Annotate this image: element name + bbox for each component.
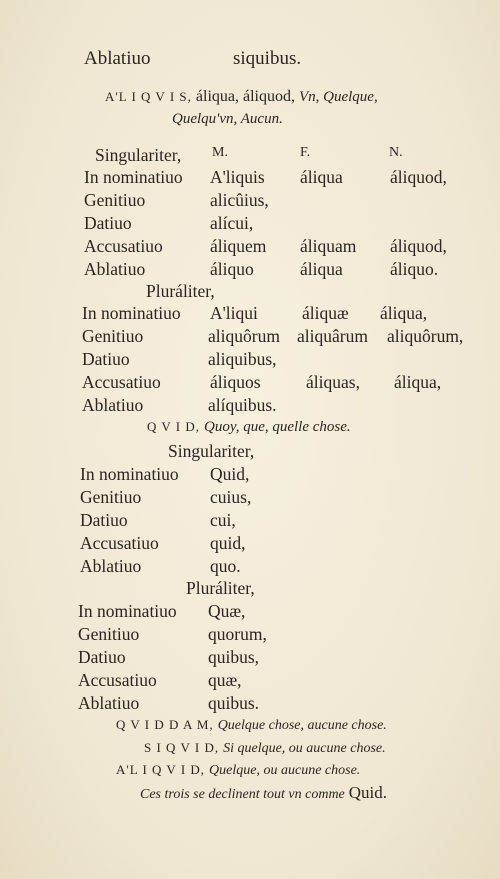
form-n: áliqua, bbox=[394, 372, 442, 392]
aliquis-title-french-2: Quelqu'vn, Aucun. bbox=[172, 111, 283, 127]
gender-n: N. bbox=[389, 145, 403, 160]
case-label: Genitiuo bbox=[78, 624, 140, 644]
form-n: áliqua, bbox=[380, 303, 428, 323]
note-french: Quelque, ou aucune chose. bbox=[209, 763, 361, 778]
form-n: áliquod, bbox=[390, 236, 447, 256]
case-label: In nominatiuo bbox=[84, 167, 183, 187]
gender-f: F. bbox=[300, 145, 311, 160]
form-f: áliqua bbox=[300, 167, 343, 187]
aliquis-title-caps: A'L I Q V I S, bbox=[105, 89, 192, 104]
case-label: Ablatiuo bbox=[80, 556, 142, 576]
case-label: Ablatiuo bbox=[78, 693, 140, 713]
form-m: áliquo bbox=[210, 259, 254, 279]
aliquis-title-french: Vn, Quelque, bbox=[298, 89, 378, 105]
form-m: áliquem bbox=[210, 236, 267, 256]
form-n: aliquôrum, bbox=[387, 326, 464, 346]
quid-title-french: Quoy, que, quelle chose. bbox=[204, 419, 351, 435]
closing-word: Quid. bbox=[348, 783, 388, 802]
aliquis-title-latin: áliqua, áliquod, bbox=[195, 88, 295, 105]
form: quorum, bbox=[208, 624, 267, 644]
quid-title-caps: Q V I D, bbox=[147, 419, 201, 434]
form: Quæ, bbox=[208, 601, 246, 621]
running-header-left: Ablatiuo bbox=[84, 48, 151, 69]
form-f: áliqua bbox=[300, 259, 343, 279]
form-m: A'liquis bbox=[210, 167, 265, 187]
note-french: Quelque chose, aucune chose. bbox=[217, 718, 387, 733]
form-f: áliquas, bbox=[306, 372, 360, 392]
case-label: Datiuo bbox=[78, 647, 126, 667]
case-label: Genitiuo bbox=[82, 326, 144, 346]
form-m: A'liqui bbox=[210, 303, 258, 323]
closing-line bbox=[140, 783, 387, 803]
case-label: In nominatiuo bbox=[82, 303, 181, 323]
gender-m: M. bbox=[212, 145, 228, 160]
form-n: áliquo. bbox=[390, 259, 439, 279]
form: quid, bbox=[210, 533, 246, 553]
note-french: Si quelque, ou aucune chose. bbox=[223, 741, 386, 756]
form-m: alíquibus. bbox=[208, 395, 277, 415]
quid-plural-label: Pluráliter, bbox=[186, 578, 255, 598]
case-label: In nominatiuo bbox=[78, 601, 177, 621]
note-caps: Q V I D D A M, bbox=[116, 717, 214, 732]
case-label: Datiuo bbox=[82, 349, 130, 369]
case-label: Accusatiuo bbox=[84, 236, 163, 256]
note-caps: S I Q V I D, bbox=[144, 740, 220, 755]
case-label: Datiuo bbox=[84, 213, 132, 233]
form-m: aliquôrum bbox=[208, 326, 280, 346]
form-f: áliquam bbox=[300, 236, 357, 256]
quid-singular-label: Singulariter, bbox=[168, 441, 255, 461]
note-caps: A'L I Q V I D, bbox=[116, 762, 206, 777]
case-label: Accusatiuo bbox=[82, 372, 161, 392]
quid-heading bbox=[147, 418, 351, 436]
aliquis-singular-label: Singulariter, bbox=[95, 145, 182, 165]
case-label: Genitiuo bbox=[84, 190, 146, 210]
form-f: áliquæ bbox=[302, 303, 349, 323]
closing-text: Ces trois se declinent tout vn comme bbox=[140, 787, 345, 802]
case-label: Accusatiuo bbox=[78, 670, 157, 690]
aliquis-plural-label: Pluráliter, bbox=[146, 281, 215, 301]
note-quiddam bbox=[116, 716, 387, 734]
form-m: alicûius, bbox=[210, 190, 269, 210]
form: cui, bbox=[210, 510, 236, 530]
case-label: Accusatiuo bbox=[80, 533, 159, 553]
case-label: In nominatiuo bbox=[80, 464, 179, 484]
form: cuius, bbox=[210, 487, 252, 507]
note-aliquid bbox=[116, 761, 360, 779]
form-n: áliquod, bbox=[390, 167, 447, 187]
case-label: Datiuo bbox=[80, 510, 128, 530]
form: Quid, bbox=[210, 464, 250, 484]
case-label: Ablatiuo bbox=[82, 395, 144, 415]
aliquis-heading bbox=[105, 88, 378, 106]
form: quibus. bbox=[208, 693, 260, 713]
running-header-center: siquibus. bbox=[233, 48, 302, 69]
form-m: alícui, bbox=[210, 213, 254, 233]
form-f: aliquârum bbox=[297, 326, 368, 346]
case-label: Genitiuo bbox=[80, 487, 142, 507]
note-siquid bbox=[144, 739, 386, 757]
form-m: aliquibus, bbox=[208, 349, 277, 369]
form: quo. bbox=[210, 556, 241, 576]
form: quibus, bbox=[208, 647, 260, 667]
case-label: Ablatiuo bbox=[84, 259, 146, 279]
form-m: áliquos bbox=[210, 372, 261, 392]
form: quæ, bbox=[208, 670, 242, 690]
